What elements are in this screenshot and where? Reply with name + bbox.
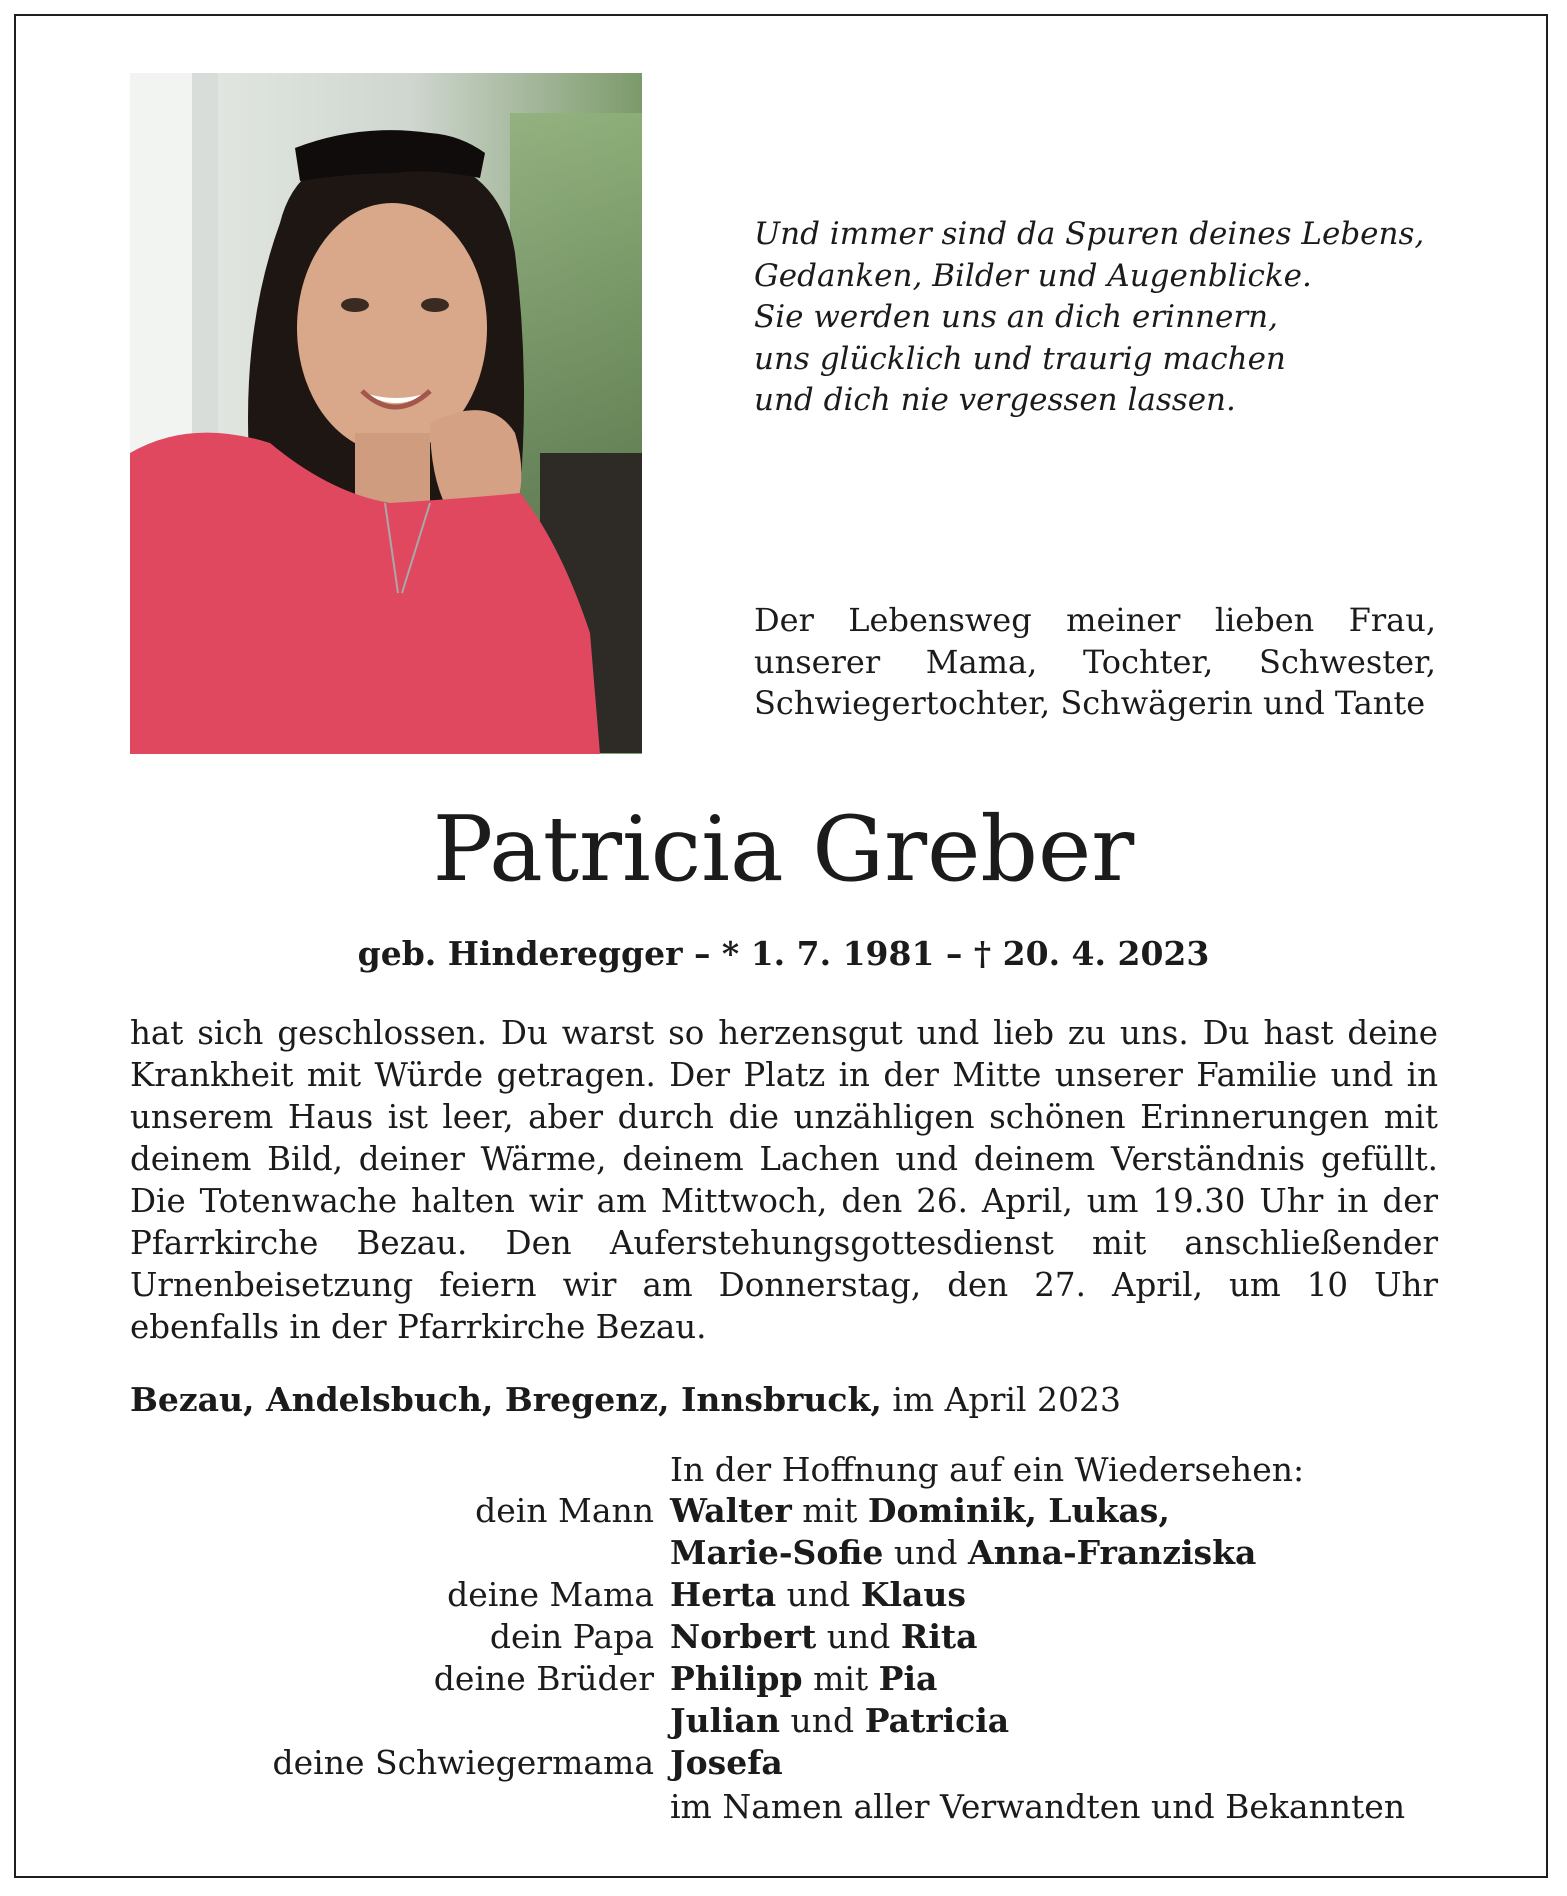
death-date: 20. 4. 2023 [1002,934,1210,973]
relation-names [670,1658,937,1700]
relation-names [670,1532,1256,1574]
family-name: Rita [900,1617,978,1656]
family-name: Herta [670,1575,777,1614]
family-name: Walter [670,1491,792,1530]
death-separator: – † [934,934,1003,973]
place-date-line [130,1378,1430,1422]
connector: mit [791,1491,868,1530]
connector: und [883,1533,968,1572]
family-name: Josefa [670,1743,783,1782]
family-name: Marie-Sofie [670,1533,884,1572]
portrait-photo [130,73,642,754]
family-name: Patricia [864,1701,1010,1740]
family-name: Norbert [670,1617,817,1656]
closing-line: im Namen aller Verwandten und Bekannten [670,1787,1406,1826]
birth-separator: – * [682,934,751,973]
connector: und [816,1617,901,1656]
relation-names [670,1616,977,1658]
obituary-body: hat sich geschlossen. Du warst so herzensgut und lieb zu uns. Du hast deine Krankheit mit Würde getragen. Der Platz in der Mitte unserer Familie und in unserem Haus ist leer, aber durch die unzähligen schönen Erinnerungen mit deinem Bild, deiner Wärme, deinem Lachen und deinem Verständnis gefüllt. Die Totenwache halten wir am Mittwoch, den 26. April, um 19.30 Uhr in der Pfarrkirche Bezau. Den Auferstehungsgottesdienst mit anschließender Urnenbeisetzung feiern wir am Donnerstag, den 27. April, um 10 Uhr ebenfalls in der Pfarrkirche Bezau. [130,1014,1438,1346]
relation-names [670,1700,1009,1742]
poem [754,214,1454,422]
birth-date: 1. 7. 1981 [750,934,935,973]
poem-line: und dich nie vergessen lassen. [754,382,1236,418]
relation-label: dein Mann [475,1491,654,1530]
relation-names [670,1742,783,1784]
relation-label: deine Schwiegermama [272,1743,654,1782]
family-name: Klaus [860,1575,966,1614]
life-dates [0,932,1567,976]
family-name: Anna-Franziska [967,1533,1257,1572]
places: Bezau, Andelsbuch, Bregenz, Innsbruck, [130,1380,882,1419]
poem-line: Gedanken, Bilder und Augenblicke. [754,257,1312,294]
poem-line: Und immer sind da Spuren deines Lebens, [754,216,1425,252]
poem-line: uns glücklich und traurig machen [754,340,1286,377]
relation-names [670,1490,1170,1532]
hope-line: In der Hoffnung auf ein Wiedersehen: [670,1450,1305,1489]
relation-names [670,1574,966,1616]
family-name: Dominik, Lukas, [867,1491,1170,1530]
connector: und [776,1575,861,1614]
place-date: im April 2023 [881,1380,1121,1419]
family-name: Pia [878,1659,938,1698]
portrait-photo-icon [130,73,642,754]
birth-name: geb. Hinderegger [357,934,683,973]
family-name: Julian [670,1701,781,1740]
family-name: Philipp [670,1659,803,1698]
relation-label: deine Brüder [433,1659,654,1698]
relation-label: dein Papa [489,1617,654,1656]
poem-line: Sie werden uns an dich erinnern, [754,299,1278,335]
deceased-name: Patricia Greber [432,797,1135,902]
connector: und [780,1701,865,1740]
intro-text: Der Lebensweg meiner lieben Frau, unserer Mama, Tochter, Schwester, Schwiegertochter, Schwägerin und Tante [754,601,1436,722]
relation-label: deine Mama [447,1575,654,1614]
connector: mit [802,1659,879,1698]
